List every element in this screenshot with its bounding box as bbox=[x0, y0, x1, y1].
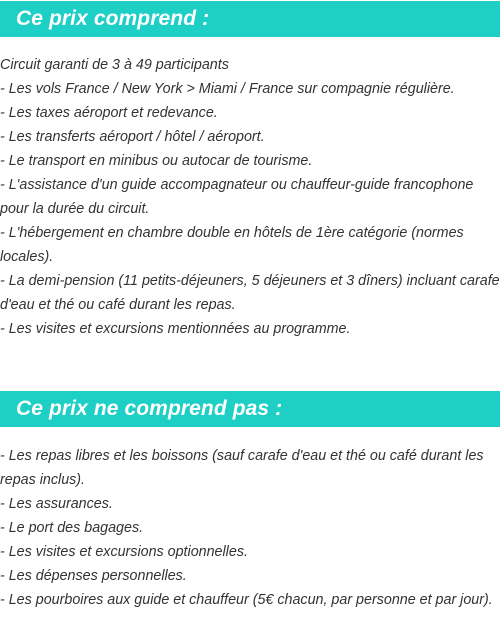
list-item: - Les visites et excursions optionnelles. bbox=[0, 544, 248, 560]
list-item: - Les transferts aéroport / hôtel / aéroport. bbox=[0, 129, 265, 145]
list-item: - Les pourboires aux guide et chauffeur (5€ chacun, par personne et par jour). bbox=[0, 592, 493, 608]
includes-list bbox=[0, 53, 500, 341]
list-item: - L'assistance d'un guide accompagnateur ou chauffeur-guide francophone pour la durée du circuit. bbox=[0, 177, 474, 217]
list-item: - L'hébergement en chambre double en hôtels de 1ère catégorie (normes locales). bbox=[0, 225, 464, 265]
excludes-title: Ce prix ne comprend pas : bbox=[16, 397, 283, 420]
list-item: - La demi-pension (11 petits-déjeuners, 5 déjeuners et 3 dîners) incluant carafe d'eau et thé ou café durant les repas. bbox=[0, 273, 500, 313]
list-item: - Le port des bagages. bbox=[0, 520, 144, 536]
includes-section-header bbox=[0, 1, 500, 37]
list-item: - Les taxes aéroport et redevance. bbox=[0, 105, 218, 121]
list-item: - Les repas libres et les boissons (sauf carafe d'eau et thé ou café durant les repas inclus). bbox=[0, 448, 484, 488]
excludes-list bbox=[0, 444, 500, 612]
list-item: - Les assurances. bbox=[0, 496, 113, 512]
list-item: - Les visites et excursions mentionnées au programme. bbox=[0, 321, 351, 337]
excludes-section-header bbox=[0, 391, 500, 427]
list-item: Circuit garanti de 3 à 49 participants bbox=[0, 57, 229, 73]
includes-title: Ce prix comprend : bbox=[16, 7, 210, 30]
list-item: - Les vols France / New York > Miami / France sur compagnie régulière. bbox=[0, 81, 455, 97]
list-item: - Le transport en minibus ou autocar de tourisme. bbox=[0, 153, 313, 169]
list-item: - Les dépenses personnelles. bbox=[0, 568, 187, 584]
